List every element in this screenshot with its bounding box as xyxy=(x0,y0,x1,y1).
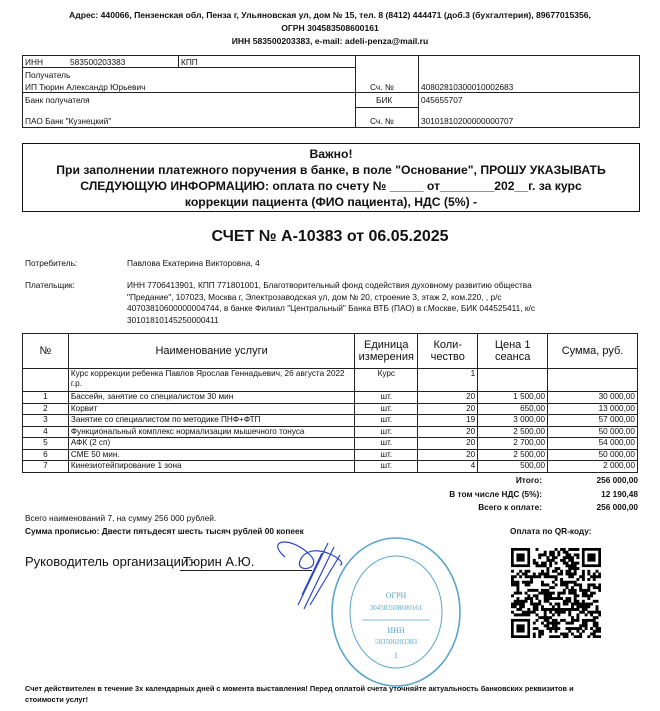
invoice-title: СЧЕТ № А-10383 от 06.05.2025 xyxy=(211,228,449,245)
cell-qty: 20 xyxy=(418,438,478,450)
cell-price: 3 000,00 xyxy=(478,415,548,427)
bik-label: БИК xyxy=(376,95,393,105)
col-price: Цена 1 сеанса xyxy=(478,334,548,369)
notice-line: Важно! xyxy=(309,147,353,161)
footer-note xyxy=(25,683,660,705)
cell-number: 2 xyxy=(23,403,69,415)
col-number: № xyxy=(23,334,69,369)
cell-unit: шт. xyxy=(355,415,418,427)
table-row xyxy=(23,403,638,415)
cell-qty: 20 xyxy=(418,426,478,438)
services-table xyxy=(22,333,638,473)
cell-unit: шт. xyxy=(355,403,418,415)
cell-sum: 50 000,00 xyxy=(548,426,638,438)
cell-sum: 30 000,00 xyxy=(548,392,638,404)
inn-label: ИНН xyxy=(25,57,43,67)
table-row xyxy=(23,438,638,450)
cell-sum: 50 000,00 xyxy=(548,449,638,461)
cell-sum: 57 000,00 xyxy=(548,415,638,427)
stamp-ogrn-label: ОГРН xyxy=(385,591,407,600)
corr-label: Сч. № xyxy=(370,116,394,126)
stamp-ogrn: 304583508600161 xyxy=(369,604,423,612)
cell-number xyxy=(23,369,69,392)
cell-unit: шт. xyxy=(355,461,418,473)
cell-price: 2 700,00 xyxy=(478,438,548,450)
cell-sum: 13 000,00 xyxy=(548,403,638,415)
payer-line: "Предание", 107023, Москва г, Электрозаводская ул, дом № 20, строение 3, этаж 2, ком.220, , р/с xyxy=(127,291,502,302)
cell-price: 2 500,00 xyxy=(478,426,548,438)
cell-unit: шт. xyxy=(355,426,418,438)
table-header-row xyxy=(23,334,638,369)
payer-line: ИНН 7706413901, КПП 771801001, Благотворительный фонд содействия духовному развитию общества xyxy=(127,280,532,290)
notice-line: СЛЕДУЮЩУЮ ИНФОРМАЦИЮ: оплата по счету № _____ от________202__г. за курс xyxy=(80,179,582,193)
header-ogrn: ОГРН 304583508600161 xyxy=(281,23,379,33)
cell-name: Кинезиотейпирование 1 зона xyxy=(68,461,354,473)
cell-price xyxy=(478,369,548,392)
items-summary: Всего наименований 7, на сумму 256 000 рублей. xyxy=(25,513,217,523)
cell-name: Занятие со специалистом по методике ПНФ+ФТП xyxy=(68,415,354,427)
bank-name: ПАО Банк "Кузнецкий" xyxy=(25,116,112,126)
amount-in-words: Сумма прописью: Двести пятьдесят шесть тысяч рублей 00 копеек xyxy=(25,526,304,536)
cell-price: 650,00 xyxy=(478,403,548,415)
director-label: Руководитель организации: xyxy=(25,554,192,569)
cell-qty: 20 xyxy=(418,403,478,415)
cell-price: 2 500,00 xyxy=(478,449,548,461)
cell-qty: 19 xyxy=(418,415,478,427)
stamp-inn: 583500203383 xyxy=(375,638,417,646)
bik-value: 045655707 xyxy=(421,95,463,105)
table-row xyxy=(23,369,638,392)
cell-number: 4 xyxy=(23,426,69,438)
qr-label: Оплата по QR-коду: xyxy=(510,526,592,536)
cell-number: 5 xyxy=(23,438,69,450)
cell-price: 500,00 xyxy=(478,461,548,473)
cell-name: Корвит xyxy=(68,403,354,415)
table-row xyxy=(23,392,638,404)
total-value: 256 000,00 xyxy=(596,475,638,485)
recipient-value: ИП Тюрин Александр Юрьевич xyxy=(25,82,146,92)
cell-unit: Курс xyxy=(355,369,418,392)
stamp-inn-label: ИНН xyxy=(387,626,405,635)
account-label: Сч. № xyxy=(370,82,394,92)
table-row xyxy=(23,461,638,473)
cell-price: 1 500,00 xyxy=(478,392,548,404)
table-row xyxy=(23,415,638,427)
total-label: В том числе НДС (5%): xyxy=(449,488,542,499)
cell-name: АФК (2 сп) xyxy=(68,438,354,450)
cell-number: 1 xyxy=(23,392,69,404)
director-name: Тюрин А.Ю. xyxy=(183,554,255,569)
table-row xyxy=(23,449,638,461)
header-inn-email: ИНН 583500203383, e-mail: adeli-penza@mail.ru xyxy=(231,36,429,46)
cell-number: 6 xyxy=(23,449,69,461)
col-qty: Коли-чество xyxy=(418,334,478,369)
cell-qty: 20 xyxy=(418,392,478,404)
cell-sum xyxy=(548,369,638,392)
important-notice xyxy=(22,143,640,212)
cell-unit: шт. xyxy=(355,438,418,450)
total-value: 12 190,48 xyxy=(601,488,638,499)
table-row xyxy=(23,426,638,438)
header-address: Адрес: 440066, Пензенская обл, Пенза г, Ульяновская ул, дом № 15, тел. 8 (8412) 444471 (доб.3 (бухгалтерия), 89677015356, xyxy=(69,10,591,20)
col-sum: Сумма, руб. xyxy=(548,334,638,369)
cell-sum: 2 000,00 xyxy=(548,461,638,473)
cell-number: 3 xyxy=(23,415,69,427)
signature-icon xyxy=(230,535,370,615)
cell-qty: 20 xyxy=(418,449,478,461)
notice-line: При заполнении платежного поручения в банке, в поле "Основание", ПРОШУ УКАЗЫВАТЬ xyxy=(56,163,606,177)
corr-value: 30101810200000000707 xyxy=(421,116,514,126)
col-unit: Единица измерения xyxy=(355,334,418,369)
account-value: 40802810300010002683 xyxy=(421,82,514,92)
footer-line: Счет действителен в течение 3х календарных дней с момента выставления! Перед оплатой счета уточняйте актуальность банковских реквизитов и xyxy=(25,684,574,693)
cell-qty: 1 xyxy=(418,369,478,392)
cell-unit: шт. xyxy=(355,449,418,461)
payer-label: Плательщик: xyxy=(25,280,75,290)
total-value: 256 000,00 xyxy=(596,502,638,512)
kpp-label: КПП xyxy=(181,57,198,67)
notice-line: коррекции пациента (ФИО пациента), НДС (5%) - xyxy=(184,195,478,209)
payer-line: 40703810600000004744, в банке Филиал "Центральный" Банка ВТБ (ПАО) в г.Москве, БИК 044525411, к/с xyxy=(127,303,535,313)
recipient-label: Получатель xyxy=(25,70,71,80)
inn-value: 583500203383 xyxy=(70,57,126,67)
consumer-label: Потребитель: xyxy=(25,258,78,268)
stamp-number: 1 xyxy=(394,651,398,660)
cell-number: 7 xyxy=(23,461,69,473)
total-label: Всего к оплате: xyxy=(478,502,542,512)
cell-unit: шт. xyxy=(355,392,418,404)
payer-value xyxy=(127,280,535,326)
cell-name: СМЕ 50 мин. xyxy=(68,449,354,461)
cell-qty: 4 xyxy=(418,461,478,473)
qr-code-icon[interactable] xyxy=(511,548,601,638)
payer-line: 30101810145250000411 xyxy=(127,314,219,325)
cell-name: Функциональный комплекс нормализации мышечного тонуса xyxy=(68,426,354,438)
total-label: Итого: xyxy=(515,475,542,485)
cell-name: Бассейн, занятие со специалистом 30 мин xyxy=(68,392,354,404)
col-name: Наименование услуги xyxy=(68,334,354,369)
bank-label: Банк получателя xyxy=(25,95,90,105)
cell-name: Курс коррекции ребенка Павлов Ярослав Геннадьевич, 26 августа 2022 г.р. xyxy=(68,369,354,392)
cell-sum: 54 000,00 xyxy=(548,438,638,450)
consumer-value: Павлова Екатерина Викторовна, 4 xyxy=(127,258,260,268)
footer-line: стоимости услуг! xyxy=(25,695,89,704)
